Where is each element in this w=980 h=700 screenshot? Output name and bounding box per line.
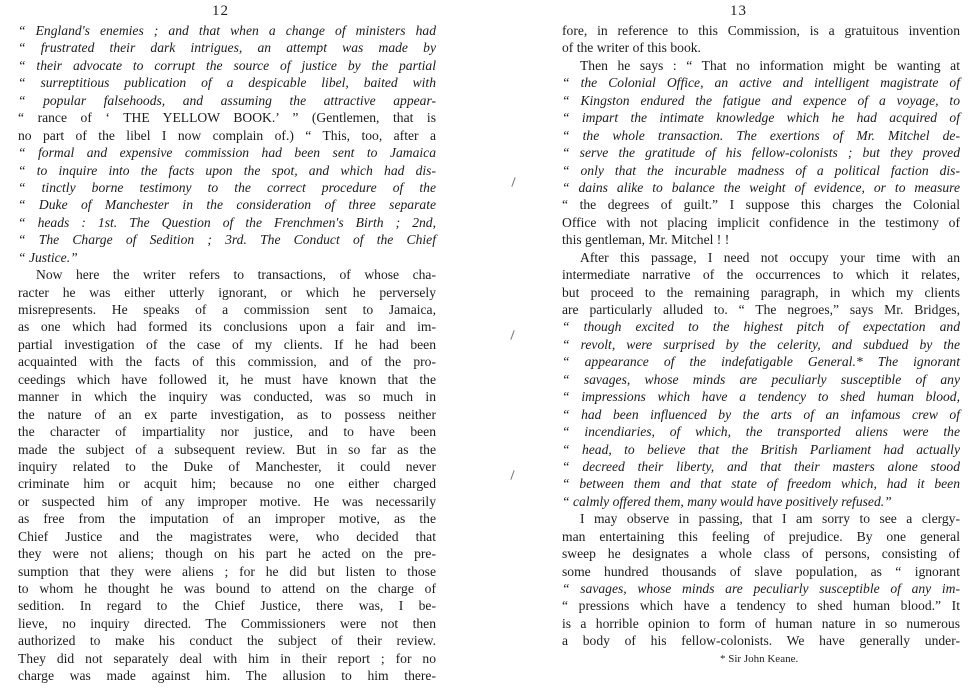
page-number: 13 [730,3,747,19]
text-line: “ revolt, were surprised by the celerity, and subdued by the [562,336,960,352]
page-text [18,22,436,685]
text-line: “ The Charge of Sedition ; 3rd. The Conduct of the Chief [18,232,436,248]
text-line: as one which had formed its conclusions upon a fair and im- [18,319,436,335]
page-number: 12 [212,3,229,19]
text-line: inquiry related to the Duke of Manchester, it could never [18,458,436,474]
text-line: ceedings which have followed it, he must have known that the [18,371,436,387]
text-line: “ the degrees of guilt.” I suppose this charges the Colonial [562,197,960,213]
text-line: no part of the libel I now complain of.) “ This, too, after a [18,127,436,143]
text-line: racter he was either utterly ignorant, or which he perversely [18,284,436,300]
text-line: Chief Justice and the magistrates were, who decided that [18,528,436,544]
text-line: “ though excited to the highest pitch of expectation and [562,319,960,335]
text-line: the character of impartiality nor justice, and to have been [18,424,436,440]
text-line: “ formal and expensive commission had been sent to Jamaica [18,145,436,161]
text-line: man entertaining this feeling of prejudice. By one general [562,528,960,544]
text-line: “ had been influenced by the arts of an infamous crew of [562,406,960,422]
text-line: authorized to make his conduct the subject of their review. [18,633,436,649]
text-line: “ Kingston endured the fatigue and expence of a voyage, to [562,92,960,108]
text-line: made the subject of a subsequent review. But in so far as the [18,441,436,457]
text-line: Now here the writer refers to transactions, of whose cha- [36,267,436,283]
text-line: lieve, no inquiry directed. The Commissioners were not then [18,615,436,631]
text-line: “ frustrated their dark intrigues, an attempt was made by [18,40,436,56]
footnote: * Sir John Keane. [720,653,799,665]
text-line: “ decreed their liberty, and that their masters alone stood [562,458,960,474]
text-line: “ only that the incurable madness of a political faction dis- [562,162,960,178]
text-line: criminate him or acquit him; because no one either charged [18,476,436,492]
text-line: “ to inquire into the facts upon the spot, and which had dis- [18,162,436,178]
text-line: They did not separately deal with him in their report ; for no [18,650,436,666]
text-line: “ the Colonial Office, an active and intelligent magistrate of [562,75,960,91]
text-line: “ between them and that state of freedom which, had it been [562,476,960,492]
text-line: partial investigation of the case of my clients. If he had been [18,336,436,352]
text-line: intermediate narrative of the occurrences to which it relates, [562,267,960,283]
text-line: “ tinctly borne testimony to the correct procedure of the [18,179,436,195]
text-line: sedition. In regard to the Chief Justice, there was, I be- [18,598,436,614]
text-line: a body of his fellow-colonists. We have generally under- [562,633,960,649]
text-line: is a horrible opinion to form of human nature in so numerous [562,615,960,631]
text-line: of the writer of this book. [562,40,701,56]
text-line: “ their advocate to corrupt the source of justice by the partial [18,57,436,73]
text-line: they were not aliens; though on his part he acted on the pre- [18,546,436,562]
text-line: “ appearance of the indefatigable General.* The ignorant [562,354,960,370]
text-line: “ serve the gratitude of his fellow-colonists ; but they proved [562,145,960,161]
text-line: “ calmly offered them, many would have positively refused.” [562,493,892,509]
text-line: as free from the imputation of an improper motive, as the [18,511,436,527]
text-line: “ England's enemies ; and that when a change of ministers had [18,23,436,38]
text-line: but proceed to the remaining paragraph, in which my clients [562,284,960,300]
text-line: Then he says : “ That no information might be wanting at [580,57,960,73]
text-line: “ heads : 1st. The Question of the Frenchmen's Birth ; 2nd, [18,214,436,230]
text-line: fore, in reference to this Commission, is a gratuitous invention [562,23,960,38]
text-line: After this passage, I need not occupy your time with an [580,249,960,265]
text-line: “ surreptitious publication of a despicable libel, baited with [18,75,436,91]
text-line: misrepresents. He speaks of a commission sent to Jamaica, [18,302,436,317]
text-line: are particularly alluded to. “ The negroes,” says Mr. Bridges, [562,302,960,317]
text-line: “ rance of ‘ THE YELLOW BOOK.’ ” (Gentlemen, that is [18,110,436,126]
text-line: manner in which the inquiry was conducted, was so much in [18,389,436,405]
text-line: this gentleman, Mr. Mitchel ! ! [562,232,730,248]
text-line: “ popular falsehoods, and assuming the attractive appear- [18,92,436,108]
text-line: some hundred thousands of slave population, as “ ignorant [562,563,960,579]
text-line: acquainted with the facts of this commission, and of the pro- [18,354,436,370]
text-line: “ savages, whose minds are peculiarly susceptible of any im- [562,581,960,596]
text-line: “ Duke of Manchester in the consideration of three separate [18,197,436,213]
text-line: sweep he designates a whole class of persons, consisting of [562,546,960,562]
page-text [562,22,960,650]
text-line: “ incendiaries, of which, the transported aliens were the [562,424,960,440]
text-line: “ impressions which have a tendency to shed human blood, [562,389,960,405]
text-line: or suspected him of any improper motive. He was necessarily [18,493,436,509]
text-line: “ Justice.” [18,249,78,265]
text-line: “ impart the intimate knowledge which he had acquired of [562,110,960,126]
text-line: “ savages, whose minds are peculiarly susceptible of any [562,371,960,387]
text-line: sumption that they were aliens ; for he did but listen to those [18,563,436,579]
text-line: I may observe in passing, that I am sorry to see a clergy- [580,511,960,527]
right-page [490,0,980,700]
text-line: to whom he thought he was bound to attend on the charge of [18,581,436,596]
text-line: charge was made against him. The allusion to him there- [18,668,436,684]
text-line: Office with not placing implicit confidence in the testimony of [562,214,960,230]
text-line: “ the whole transaction. The exertions of Mr. Mitchel de- [562,127,960,143]
text-line: “ dains alike to balance the weight of evidence, or to measure [562,179,960,195]
text-line: “ head, to believe that the British Parliament had actually [562,441,960,457]
text-line: the nature of an ex parte investigation, as to possess neither [18,406,436,422]
text-line: “ pressions which have a tendency to shed human blood.” It [562,598,960,614]
